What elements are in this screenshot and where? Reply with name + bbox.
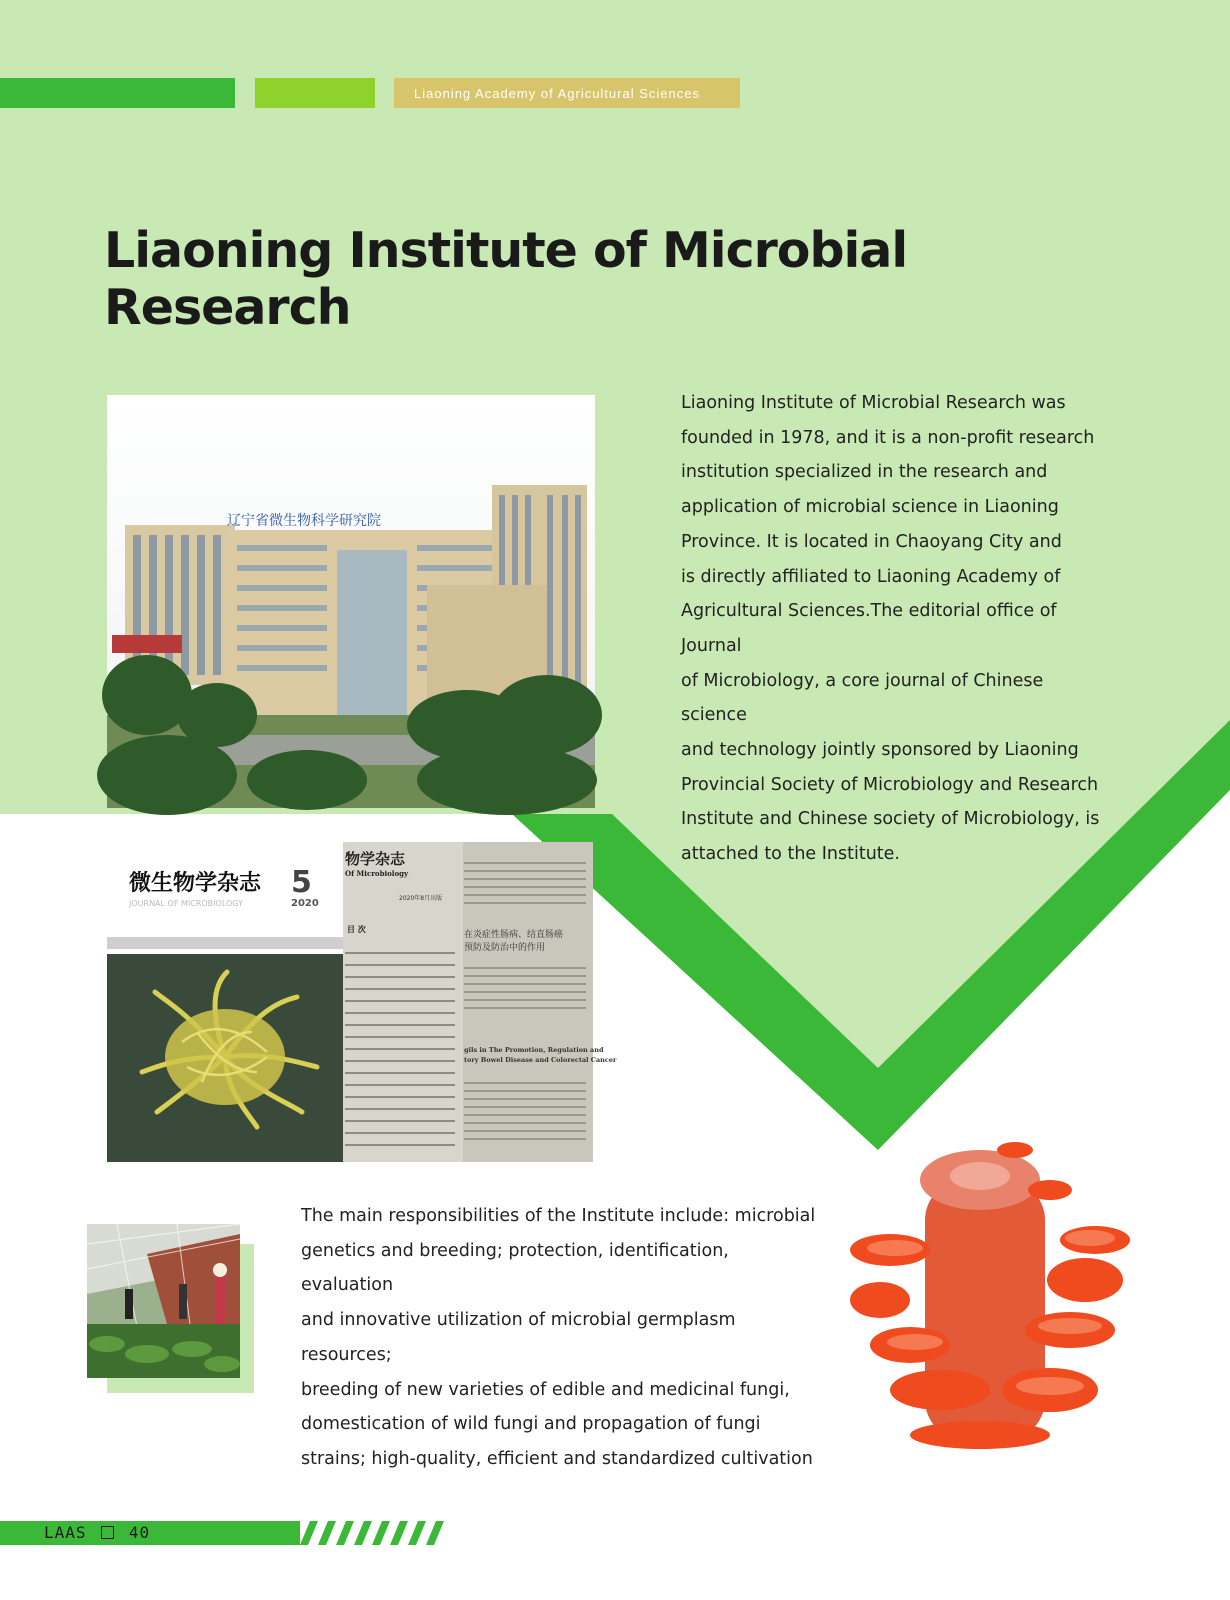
intro-line: attached to the Institute. [681, 844, 900, 865]
greenhouse-photo [87, 1224, 240, 1378]
responsibilities-line: strains; high-quality, efficient and standardized cultivation [301, 1448, 813, 1469]
intro-line: Institute and Chinese society of Microbiology, is [681, 809, 1100, 830]
footer-slash-stripes [300, 1521, 460, 1545]
footer-page-label [44, 1521, 150, 1545]
intro-line: Liaoning Institute of Microbial Research was [681, 393, 1066, 413]
journal-page2-title: 物学杂志 [345, 850, 406, 868]
journal-cover-english: JOURNAL OF MICROBIOLOGY [129, 899, 243, 908]
responsibilities-line: domestication of wild fungi and propagation of fungi [301, 1414, 761, 1435]
institute-building-photo [107, 395, 595, 808]
intro-line: of Microbiology, a core journal of Chinese science [681, 670, 1044, 726]
header-tag [394, 78, 740, 108]
responsibilities-line: The main responsibilities of the Institute include: microbial [301, 1206, 816, 1226]
header-tag-text: Liaoning Academy of Agricultural Sciences [414, 85, 700, 101]
header-bar-dark [0, 78, 235, 108]
intro-line: application of microbial science in Liaoning [681, 497, 1059, 518]
journal-page3-en1: gils in The Promotion, Regulation and [464, 1046, 604, 1054]
responsibilities-line: genetics and breeding; protection, identification, evaluation [301, 1240, 729, 1296]
journal-page3-heading2: 预防及防治中的作用 [464, 943, 546, 953]
intro-line: institution specialized in the research and [681, 462, 1048, 483]
intro-line: is directly affiliated to Liaoning Academy of [681, 566, 1061, 587]
intro-paragraph [681, 386, 1101, 872]
footer-page-number: 40 [128, 1523, 151, 1542]
journal-page2-date: 2020年8月出版 [399, 895, 443, 902]
responsibilities-line: breeding of new varieties of edible and medicinal fungi, [301, 1379, 790, 1400]
intro-line: Agricultural Sciences.The editorial office of Journal [681, 601, 1057, 656]
journal-cover-title: 微生物学杂志 [129, 870, 262, 896]
page-title: Liaoning Institute of Microbial Research [104, 222, 908, 336]
journal-page3-heading1: 在炎症性肠病、结直肠癌 [464, 930, 564, 940]
intro-line: founded in 1978, and it is a non-profit research [681, 427, 1095, 448]
footer-label-text: LAAS [44, 1523, 87, 1542]
journal-page2-sub: Of Microbiology [345, 869, 409, 878]
journal-cover-year: 2020 [291, 898, 319, 909]
journal-collage [107, 842, 617, 1162]
intro-line: Province. It is located in Chaoyang City and [681, 531, 1062, 552]
responsibilities-line: and innovative utilization of microbial germplasm resources; [301, 1310, 736, 1365]
building-sign: 辽宁省微生物科学研究院 [227, 513, 381, 529]
header-bar-lime [255, 78, 375, 108]
square-icon [101, 1526, 114, 1539]
red-mushroom-photo [850, 1140, 1130, 1450]
journal-cover-issue: 5 [291, 865, 312, 900]
responsibilities-paragraph [301, 1199, 821, 1477]
intro-line: and technology jointly sponsored by Liaoning [681, 740, 1079, 761]
journal-page2-toc: 目 次 [347, 925, 366, 934]
intro-line: Provincial Society of Microbiology and Research [681, 774, 1099, 795]
journal-page3-en2: tory Bowel Disease and Colorectal Cancer [464, 1056, 617, 1064]
